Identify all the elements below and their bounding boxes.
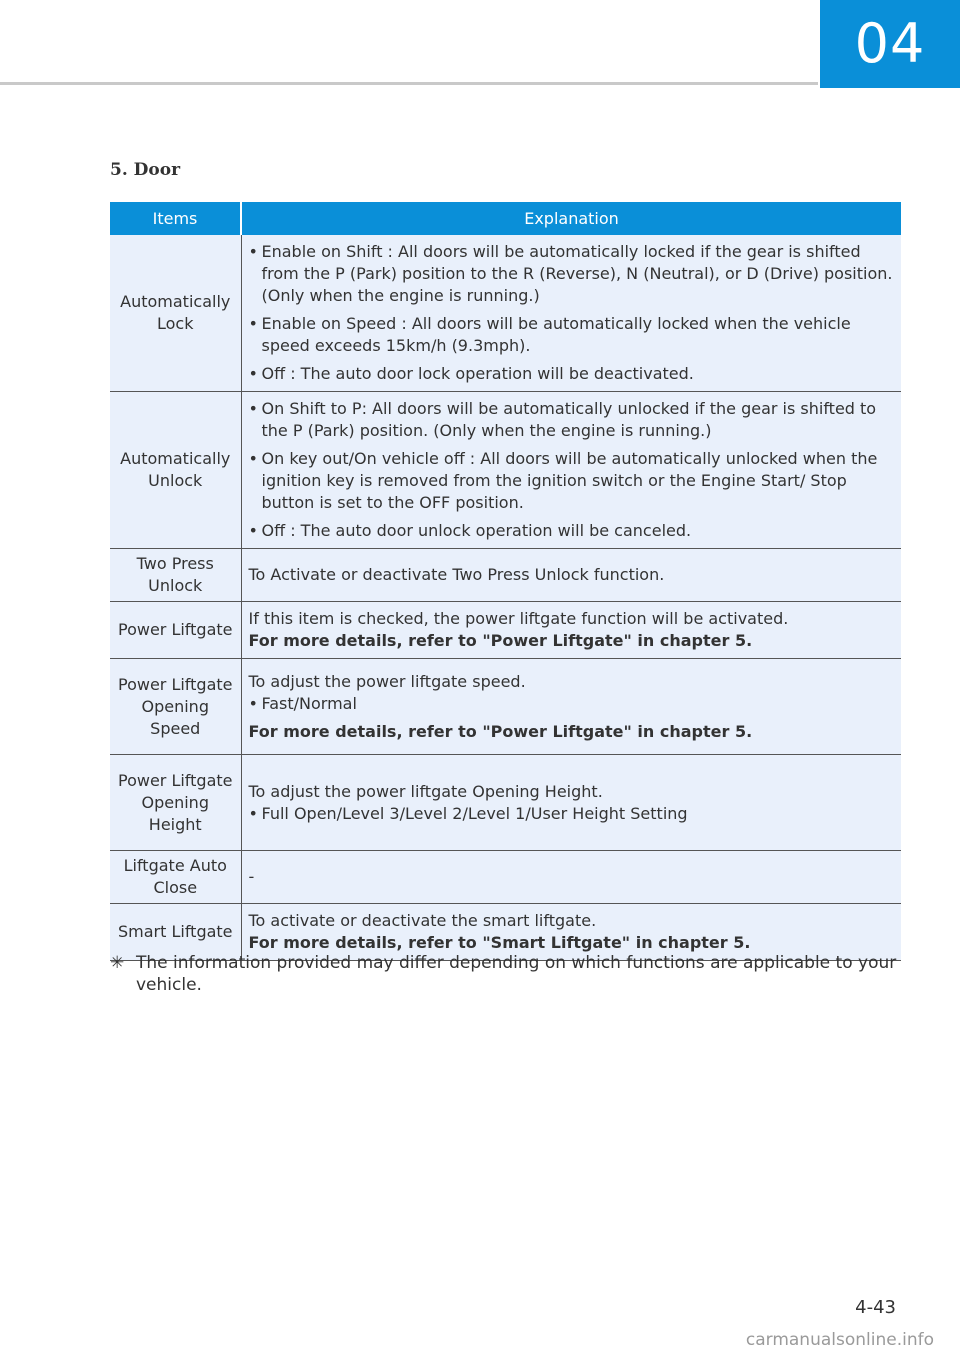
row-item-label: Power Liftgate Opening Speed [110, 659, 241, 755]
page-number: 4-43 [855, 1297, 896, 1318]
row-item-label: Liftgate Auto Close [110, 851, 241, 904]
table-row [110, 392, 901, 549]
chapter-tab: 04 [820, 0, 960, 88]
row-item-label: Automatically Lock [110, 235, 241, 392]
row-explanation: If this item is checked, the power liftgate function will be activated. For more details, refer to "Power Liftgate" in chapter 5. [241, 602, 901, 659]
row-explanation [241, 392, 901, 549]
section-title: 5. Door [110, 160, 181, 180]
bullet-item: • Enable on Shift : All doors will be automatically locked if the gear is shifted from the P (Park) position to the R (Reverse), N (Neutral), or D (Drive) position. (Only when the engine is running.) [248, 242, 893, 305]
row-explanation: To adjust the power liftgate speed. • Fast/Normal For more details, refer to "Power Liftgate" in chapter 5. [241, 659, 901, 755]
applicability-note [110, 952, 900, 996]
watermark: carmanualsonline.info [745, 1330, 934, 1350]
table-header-row [110, 202, 901, 235]
row-explanation [241, 235, 901, 392]
cross-reference: For more details, refer to "Smart Liftgate" in chapter 5. [248, 933, 751, 952]
note-text: The information provided may differ depending on which functions are applicable to your vehicle. [136, 953, 897, 995]
bullet-item: • On Shift to P: All doors will be automatically unlocked if the gear is shifted to the P (Park) position. (Only when the engine is running.) [248, 399, 877, 440]
row-item-label: Smart Liftgate [110, 904, 241, 961]
cross-reference: For more details, refer to "Power Liftgate" in chapter 5. [248, 631, 753, 650]
header-explanation: Explanation [241, 202, 901, 235]
row-explanation: - [241, 851, 901, 904]
row-item-label: Power Liftgate Opening Height [110, 755, 241, 851]
row-explanation: To Activate or deactivate Two Press Unlock function. [241, 549, 901, 602]
row-item-label: Power Liftgate [110, 602, 241, 659]
header-rule [0, 82, 818, 85]
row-explanation: To activate or deactivate the smart liftgate. For more details, refer to "Smart Liftgate" in chapter 5. [241, 904, 901, 961]
bullet-item: • Off : The auto door unlock operation will be canceled. [248, 521, 692, 540]
row-item-label: Automatically Unlock [110, 392, 241, 549]
door-settings-table [110, 202, 901, 961]
table-row [110, 851, 901, 904]
bullet-item: • On key out/On vehicle off : All doors will be automatically unlocked when the ignition key is removed from the ignition switch or the Engine Start/ Stop button is set to the OFF position. [248, 449, 878, 512]
table-row [110, 235, 901, 392]
cross-reference: For more details, refer to "Power Liftgate" in chapter 5. [248, 721, 753, 741]
bullet-item: • Fast/Normal [248, 693, 357, 713]
asterisk-icon: ✳ [110, 953, 125, 973]
table-row [110, 755, 901, 851]
row-explanation: To adjust the power liftgate Opening Height. • Full Open/Level 3/Level 2/Level 1/User Height Setting [241, 755, 901, 851]
bullet-item: • Full Open/Level 3/Level 2/Level 1/User Height Setting [248, 803, 688, 823]
table-row [110, 659, 901, 755]
table-row [110, 549, 901, 602]
header-items: Items [110, 202, 241, 235]
row-item-label: Two Press Unlock [110, 549, 241, 602]
bullet-item: • Enable on Speed : All doors will be automatically locked when the vehicle speed exceeds 15km/h (9.3mph). [248, 314, 851, 355]
bullet-item: • Off : The auto door lock operation will be deactivated. [248, 364, 694, 383]
table-row [110, 602, 901, 659]
